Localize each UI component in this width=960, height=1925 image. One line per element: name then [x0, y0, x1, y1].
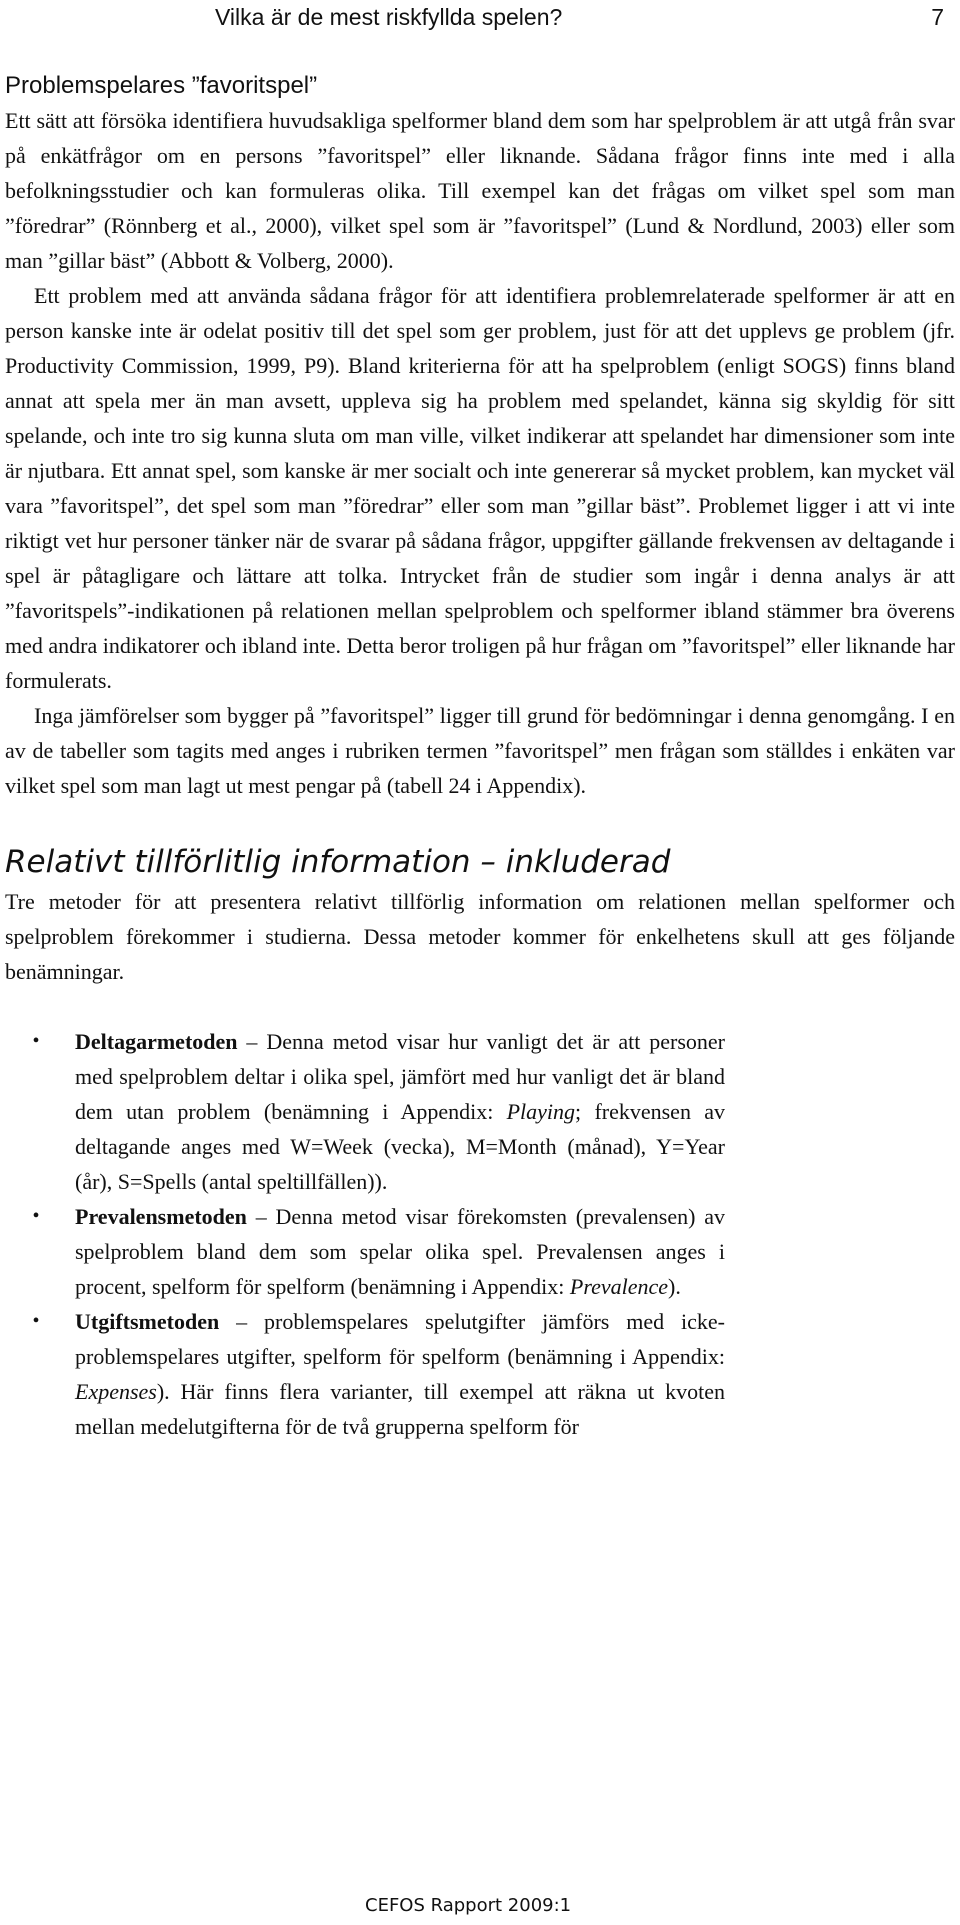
body-paragraph-favorite-3: Inga jämförelser som bygger på ”favoritspel” ligger till grund för bedömningar i denna genomgång. I en av de tabeller som tagits med anges i rubriken termen ”favoritspel” men frågan som ställdes i enkäten var vilket spel som man lagt ut mest pengar på (tabell 24 i Appendix).: [5, 703, 955, 798]
method-separator: –: [219, 1309, 264, 1334]
bullet-point-icon: •: [32, 1030, 40, 1052]
section-heading-relative-information: Relativt tillförlitlig information – inkluderad: [5, 844, 671, 880]
method-description-end: ; frekvensen av deltagande anges med W=Week (vecka), M=Month (månad), Y=Year (år), S=Spells (antal speltillfällen)).: [75, 1099, 725, 1194]
bullet-point-icon: •: [32, 1205, 40, 1227]
method-list: [5, 1024, 955, 1444]
document-body: [5, 68, 955, 1444]
running-header-title: Vilka är de mest riskfyllda spelen?: [215, 4, 563, 30]
page-number: 7: [931, 4, 944, 30]
body-paragraph-methods-intro: Tre metoder för att presentera relativt tillförlig information om relationen mellan spelformer och spelproblem förekommer i studierna. Dessa metoder kommer för enkelhetens skull att ges följande benämningar.: [5, 889, 955, 984]
method-term-prevalensmetoden: Prevalensmetoden: [75, 1204, 247, 1229]
method-description-end: ).: [668, 1274, 681, 1299]
method-description-start: Denna metod visar hur vanligt det är att personer med spelproblem deltar i olika spel, jämfört med hur vanligt det är bland dem utan problem (benämning i Appendix:: [75, 1029, 725, 1124]
method-list-item-deltagarmetoden: [5, 1024, 725, 1199]
method-list-item-utgiftsmetoden: [5, 1304, 725, 1444]
method-list-item-prevalensmetoden: [5, 1199, 725, 1304]
method-separator: –: [246, 1204, 276, 1229]
appendix-term-playing: Playing: [506, 1099, 576, 1124]
bullet-point-icon: •: [32, 1310, 40, 1332]
method-description-end: ). Här finns flera varianter, till exempel att räkna ut kvoten mellan medelutgifterna för de två grupperna spelform för: [75, 1379, 725, 1439]
method-term-utgiftsmetoden: Utgiftsmetoden: [75, 1309, 220, 1334]
running-footer: [0, 1891, 960, 1925]
appendix-term-expenses: Expenses: [75, 1379, 157, 1404]
appendix-term-prevalence: Prevalence: [569, 1274, 669, 1299]
method-description-start: problemspelares spelutgifter jämförs med icke-problemspelares utgifter, spelform för spelform (benämning i Appendix:: [75, 1309, 725, 1369]
body-paragraph-favorite-2: Ett problem med att använda sådana frågor för att identifiera problemrelaterade spelformer är att en person kanske inte är odelat positiv till det spel som ger problem, just för att det upplevs ge problem (jfr. Productivity Commission, 1999, P9). Bland kriterierna för att ha spelproblem (enligt SOGS) finns bland annat att spela mer än man avsett, uppleva sig ha problem med spelandet, känna sig skyldig för sitt spelande, och inte tro sig kunna sluta om man ville, vilket indikerar att spelandet har dimensioner som inte är njutbara. Ett annat spel, som kanske är mer socialt och inte genererar så mycket problem, kan mycket väl vara ”favoritspel”, det spel som man ”föredrar” eller som man ”gillar bäst”. Problemet ligger i att vi inte riktigt vet hur personer tänker när de svarar på sådana frågor, uppgifter gällande frekvensen av deltagande i spel är påtagligare och lättare att tolka. Intrycket från de studier som ingår i denna analys är att ”favoritspels”-indikationen på relationen mellan spelproblem och spelformer ibland stämmer bra överens med andra indikatorer och ibland inte. Detta beror troligen på hur frågan om ”favoritspel” eller liknande har formulerats.: [5, 283, 955, 693]
section-heading-favorite-games: Problemspelares ”favoritspel”: [5, 72, 318, 99]
body-paragraph-favorite-1: Ett sätt att försöka identifiera huvudsakliga spelformer bland dem som har spelproblem är att utgå från svar på enkätfrågor om en persons ”favoritspel” eller liknande. Sådana frågor finns inte med i alla befolkningsstudier och kan formuleras olika. Till exempel kan det frågas om vilket spel som man ”föredrar” (Rönnberg et al., 2000), vilket spel som är ”favoritspel” (Lund & Nordlund, 2003) eller som man ”gillar bäst” (Abbott & Volberg, 2000).: [5, 108, 955, 273]
method-separator: –: [237, 1029, 267, 1054]
running-header: [0, 0, 944, 38]
report-footer: CEFOS Rapport 2009:1: [365, 1895, 572, 1916]
method-description-start: Denna metod visar förekomsten (prevalensen) av spelproblem bland dem som spelar olika spel. Prevalensen anges i procent, spelform för spelform (benämning i Appendix:: [75, 1204, 725, 1299]
method-term-deltagarmetoden: Deltagarmetoden: [75, 1029, 238, 1054]
